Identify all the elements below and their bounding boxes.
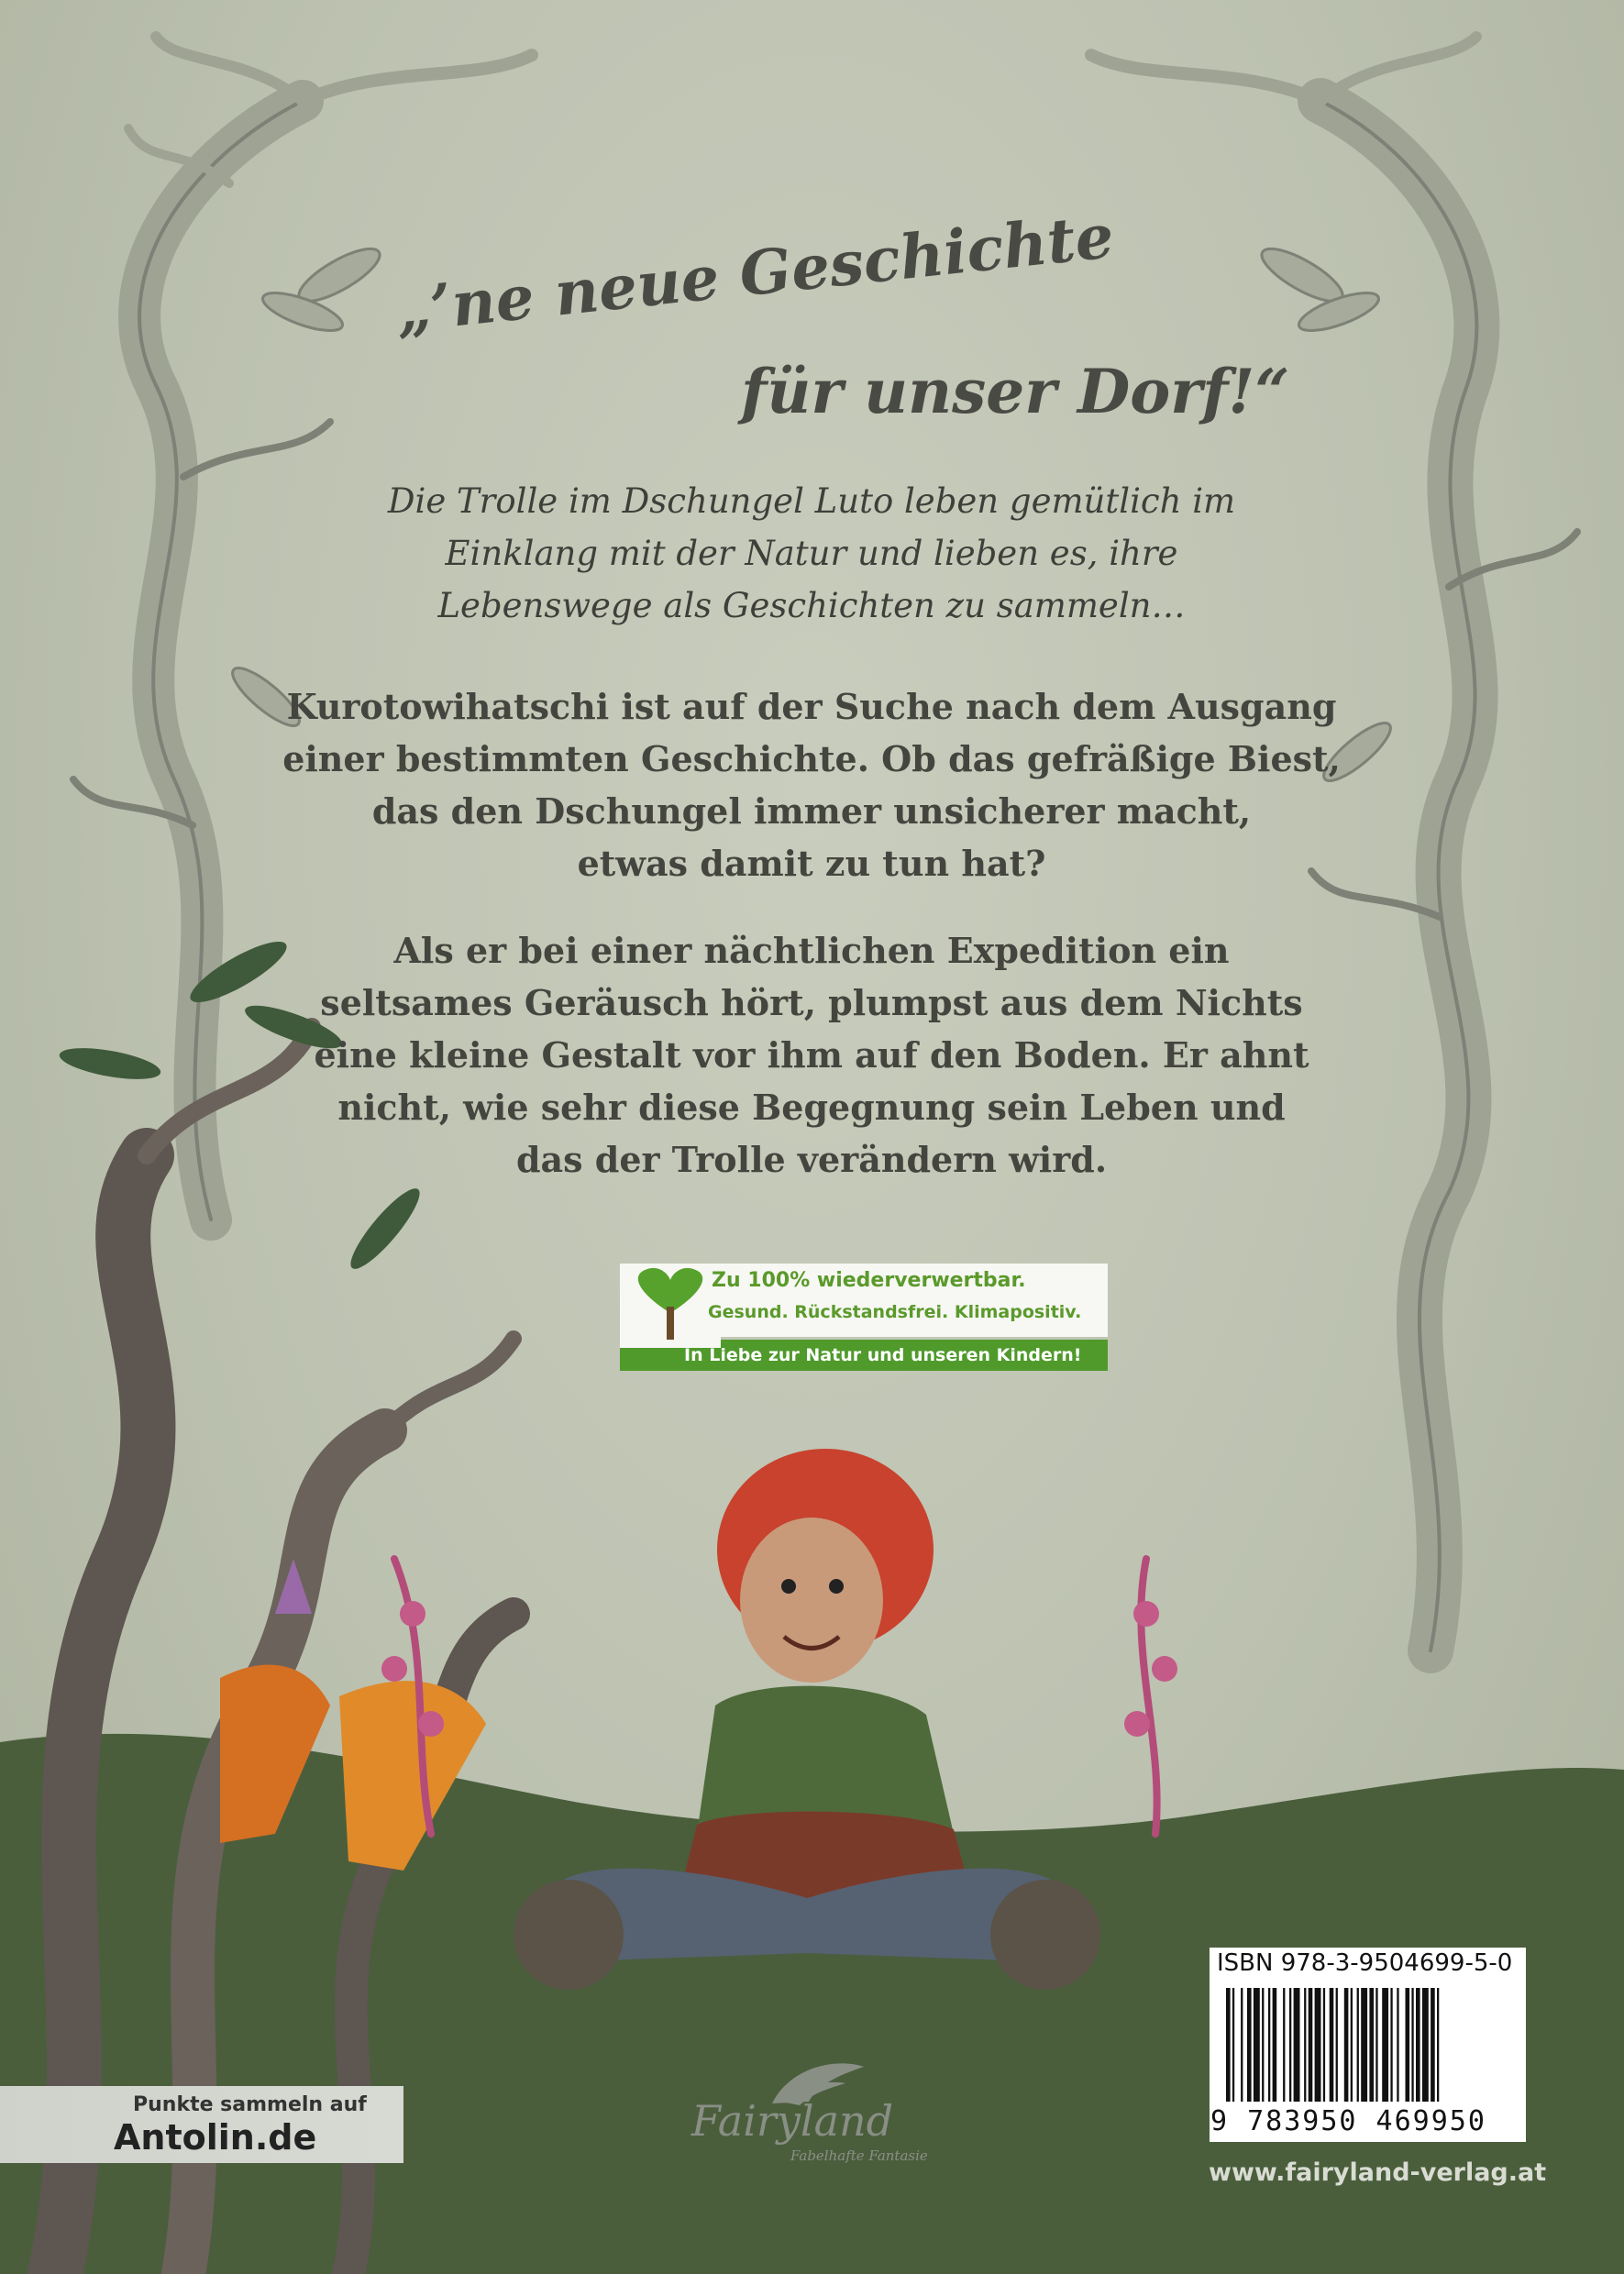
eco-badge-line-2: Gesund. Rückstandsfrei. Klimapositiv. xyxy=(708,1302,1082,1322)
isbn-digits: 9 783950 469950 xyxy=(1210,2105,1486,2137)
blurb-line: Einklang mit der Natur und lieben es, ihre xyxy=(445,534,1178,573)
eco-badge-line-3: In Liebe zur Natur und unseren Kindern! xyxy=(684,1345,1082,1365)
antolin-banner xyxy=(0,2086,403,2163)
blurb-line: Die Trolle im Dschungel Luto leben gemütlich im xyxy=(387,481,1236,521)
eco-badge-line-1: Zu 100% wiederverwertbar. xyxy=(712,1269,1026,1292)
blurb-line: etwas damit zu tun hat? xyxy=(577,843,1046,884)
antolin-caption: Punkte sammeln auf xyxy=(133,2093,367,2116)
blurb-line: eine kleine Gestalt vor ihm auf den Boden. Er ahnt xyxy=(314,1034,1309,1076)
blurb-line: nicht, wie sehr diese Begegnung sein Leben und xyxy=(337,1087,1286,1128)
blurb-line: einer bestimmten Geschichte. Ob das gefräßige Biest, xyxy=(282,738,1341,779)
publisher-subtitle: Fabelhafte Fantasie xyxy=(790,2147,928,2164)
blurb-paragraph-2 xyxy=(275,680,1348,889)
antolin-link: Antolin.de xyxy=(114,2117,317,2158)
eco-badge xyxy=(620,1264,1108,1372)
blurb-line: seltsames Geräusch hört, plumpst aus dem Nichts xyxy=(320,982,1303,1023)
tagline-line-2: für unser Dorf!“ xyxy=(741,356,1290,427)
isbn-label: ISBN 978-3-9504699-5-0 xyxy=(1217,1949,1513,1977)
blurb-line: Kurotowihatschi ist auf der Suche nach dem Ausgang xyxy=(286,686,1337,727)
publisher-website: www.fairyland-verlag.at xyxy=(1209,2158,1547,2187)
blurb-paragraph-3 xyxy=(275,924,1348,1186)
troll-character-illustration xyxy=(514,1449,1100,1990)
heart-tree-icon xyxy=(620,1256,721,1348)
blurb-line: das den Dschungel immer unsicherer macht, xyxy=(371,790,1252,832)
blurb-line: das der Trolle verändern wird. xyxy=(515,1139,1108,1180)
tagline-line-1: „’ne neue Geschichte xyxy=(392,200,1118,347)
blurb-intro xyxy=(275,475,1348,632)
publisher-name: Fairyland xyxy=(691,2096,894,2146)
blurb-line: Lebenswege als Geschichten zu sammeln… xyxy=(437,586,1186,625)
blurb-line: Als er bei einer nächtlichen Expedition ein xyxy=(393,930,1230,971)
